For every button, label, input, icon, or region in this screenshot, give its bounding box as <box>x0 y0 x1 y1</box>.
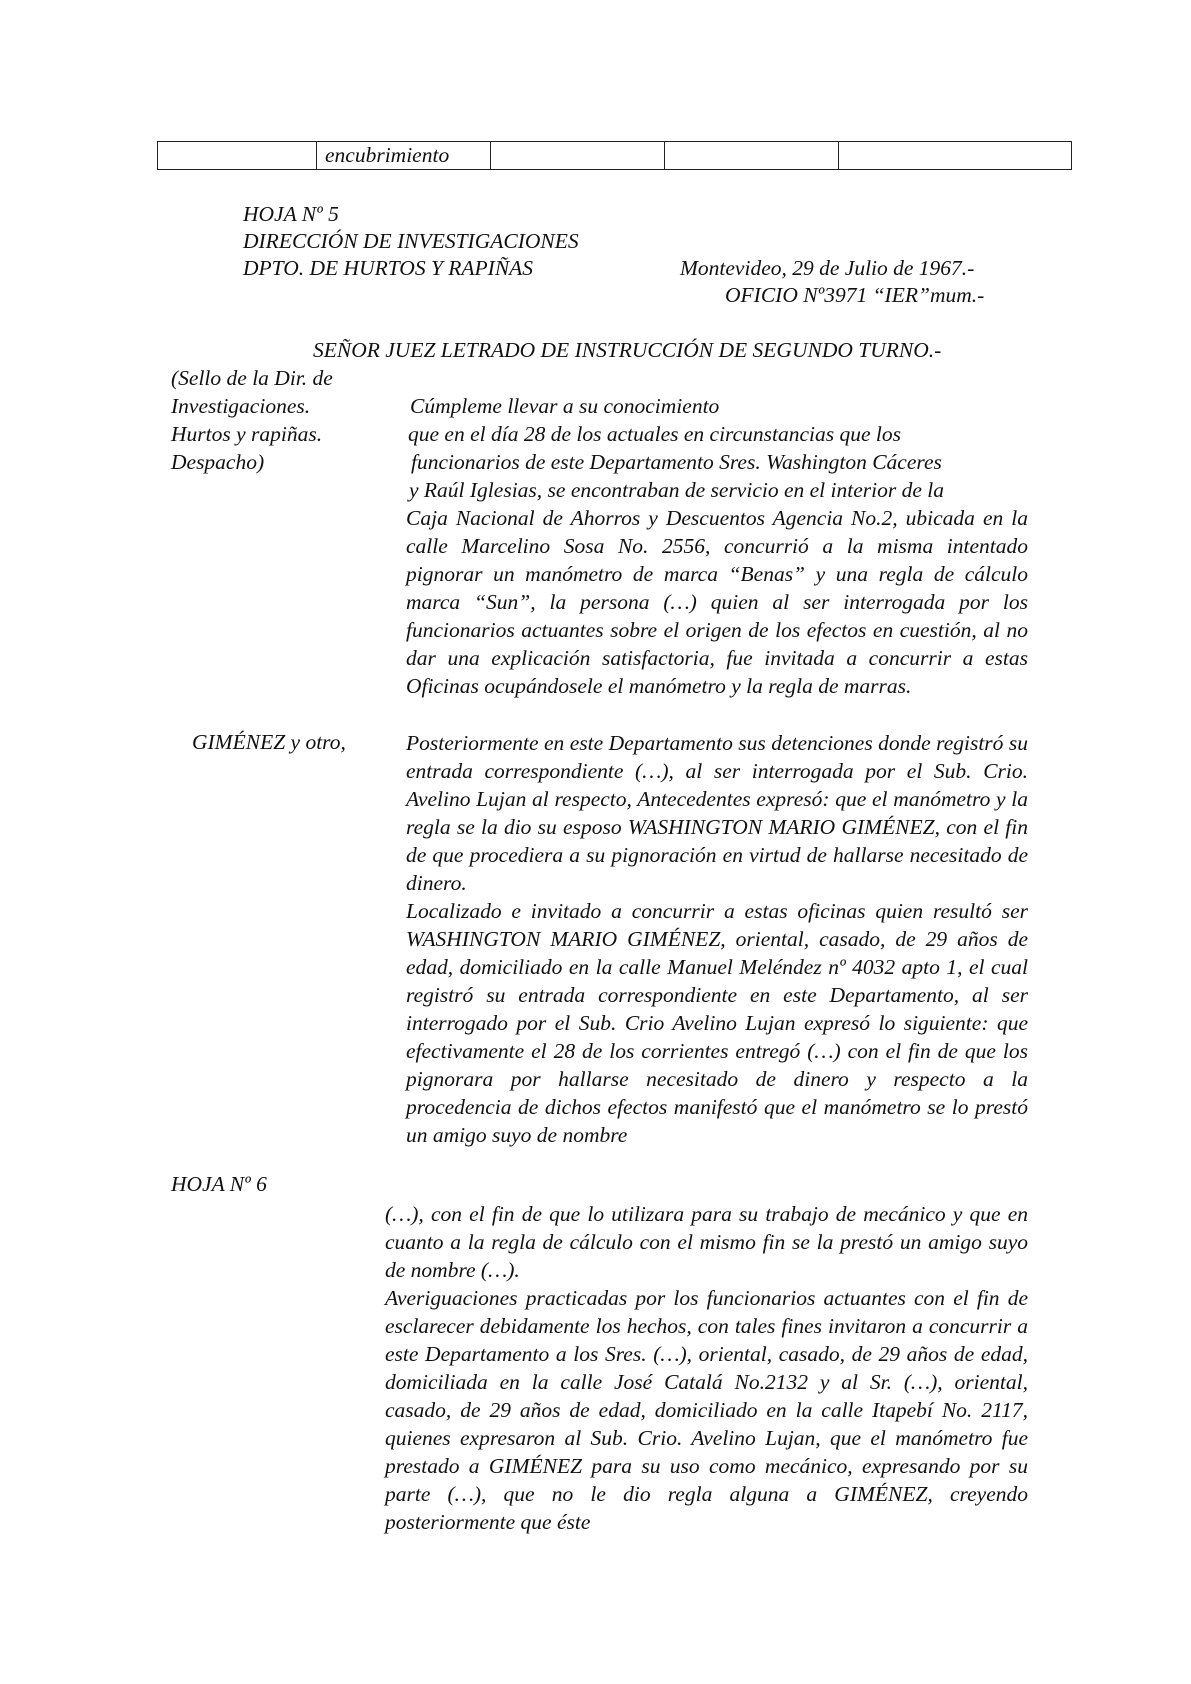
table-cell <box>491 142 665 170</box>
paragraph-text: Localizado e invitado a concurrir a estas oficinas quien resultó ser WASHINGTON MARIO GIMÉNEZ, oriental, casado, de 29 años de edad, domiciliado en la calle Manuel Meléndez nº 4032 apto 1, el cual registró su entrada correspondiente en este Departamento, al ser interrogado por el Sub. Crio Avelino Lujan expresó lo siguiente: que efectivamente el 28 de los corrientes entregó (…) con el fin de que los pignorara por hallarse necesitado de dinero y respecto a la procedencia de dichos efectos manifestó que el manómetro se lo prestó un amigo suyo de nombre <box>406 899 1028 1147</box>
department-title: DPTO. DE HURTOS Y RAPIÑAS <box>243 256 534 280</box>
stamp-line: (Sello de la Dir. de <box>171 366 333 390</box>
stamp-line: Despacho) <box>171 450 265 474</box>
hoja-number-6: HOJA Nº 6 <box>171 1172 267 1196</box>
paragraph-text: Posteriormente en este Departamento sus detenciones donde registró su entrada correspondiente (…), al ser interrogada por el Sub. Crio. Avelino Lujan al respecto, Antecedentes expresó: que el manómetro y la regla se la dio su esposo WASHINGTON MARIO GIMÉNEZ, con el fin de que procediera a su pignoración en virtud de hallarse necesitado de dinero. <box>406 731 1028 895</box>
table-cell <box>158 142 317 170</box>
body-line: que en el día 28 de los actuales en circunstancias que los <box>408 422 902 446</box>
paragraph-3 <box>406 897 1028 1149</box>
paragraph-text: Averiguaciones practicadas por los funcionarios actuantes con el fin de esclarecer debidamente los hechos, con tales fines invitaron a concurrir a este Departamento a los Sres. (…), oriental, casado, de 29 años de edad, domiciliada en la calle José Catalá No.2132 y al Sr. (…), oriental, casado, de 29 años de edad, domiciliado en la calle Itapebí No. 2117, quienes expresaron al Sub. Crio. Avelino Lujan, que el manómetro fue prestado a GIMÉNEZ para su uso como mecánico, expresando por su parte (…), que no le dio regla alguna a GIMÉNEZ, creyendo posteriormente que éste <box>385 1286 1028 1534</box>
top-table-row <box>157 141 1072 170</box>
stamp-line: Hurtos y rapiñas. <box>171 422 323 446</box>
paragraph-2 <box>406 729 1028 897</box>
letter-date: Montevideo, 29 de Julio de 1967.- <box>680 256 975 280</box>
stamp-line: Investigaciones. <box>171 394 311 418</box>
body-line: Cúmpleme llevar a su conocimiento <box>410 394 720 418</box>
oficio-reference: OFICIO Nº3971 “IER”mum.- <box>725 283 985 307</box>
table-cell: encubrimiento <box>317 142 491 170</box>
margin-note: GIMÉNEZ y otro, <box>192 730 346 754</box>
paragraph-text: Caja Nacional de Ahorros y Descuentos Agencia No.2, ubicada en la calle Marcelino Sosa No. 2556, concurrió a la misma intentado pignorar un manómetro de marca “Benas” y una regla de cálculo marca “Sun”, la persona (…) quien al ser interrogada por los funcionarios actuantes sobre el origen de los efectos en cuestión, al no dar una explicación satisfactoria, fue invitada a concurrir a estas Oficinas ocupándosele el manómetro y la regla de marras. <box>406 506 1028 698</box>
table-cell <box>839 142 1072 170</box>
paragraph-4 <box>385 1200 1028 1284</box>
body-line: y Raúl Iglesias, se encontraban de servicio en el interior de la <box>409 478 944 502</box>
addressee-line: SEÑOR JUEZ LETRADO DE INSTRUCCIÓN DE SEGUNDO TURNO.- <box>313 338 942 362</box>
direction-title: DIRECCIÓN DE INVESTIGACIONES <box>243 229 579 253</box>
paragraph-5 <box>385 1284 1028 1536</box>
hoja-number: HOJA Nº 5 <box>243 202 339 226</box>
paragraph-text: (…), con el fin de que lo utilizara para su trabajo de mecánico y que en cuanto a la regla de cálculo con el mismo fin se la prestó un amigo suyo de nombre (…). <box>385 1202 1028 1282</box>
paragraph-1 <box>406 504 1028 700</box>
body-line: funcionarios de este Departamento Sres. Washington Cáceres <box>411 450 942 474</box>
table-cell <box>665 142 839 170</box>
